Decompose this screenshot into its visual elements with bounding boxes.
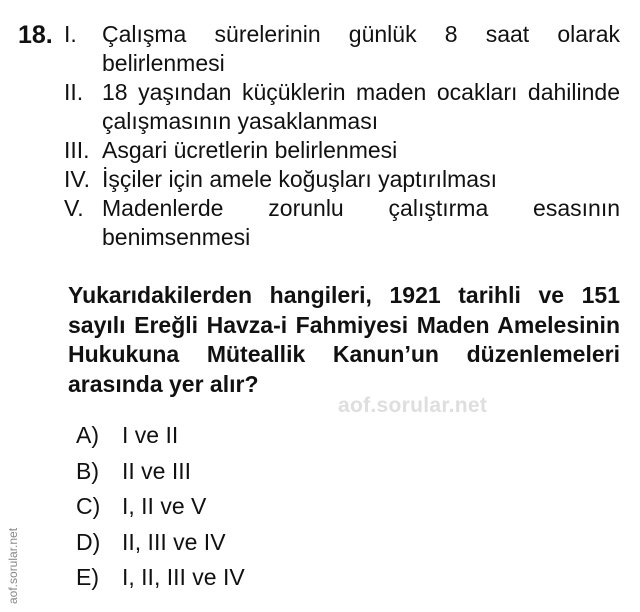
question-stem: Yukarıdakilerden hangileri, 1921 tarihli ve 151 sayılı Ereğli Havza-i Fahmiyesi Maden Amelesinin Hukukuna Müteallik Kanun’un düzenlemeleri arasında yer alır?: [68, 282, 620, 397]
side-watermark: aof.sorular.net: [6, 527, 20, 604]
statement-item: [64, 20, 620, 78]
option-letter: A): [76, 422, 99, 448]
statement-text: 18 yaşından küçüklerin maden ocakları dahilinde çalışmasının yasaklanması: [102, 79, 620, 134]
statement-text: Madenlerde zorunlu çalıştırma esasının benimsenmesi: [102, 195, 620, 250]
option-letter: B): [76, 457, 99, 484]
statement-numeral: V.: [64, 195, 84, 221]
option-text: II, III ve IV: [122, 528, 226, 555]
statement-item: [64, 194, 620, 252]
option-text: II ve III: [122, 457, 192, 484]
answer-option-e[interactable]: [76, 560, 245, 596]
answer-option-b[interactable]: [76, 454, 245, 490]
statement-list: [64, 20, 620, 252]
question-number: 18.: [18, 21, 53, 49]
answer-options: [76, 418, 245, 596]
statement-numeral: III.: [64, 137, 90, 163]
statement-item: [64, 165, 620, 194]
option-text: I ve II: [122, 422, 179, 448]
statement-numeral: IV.: [64, 166, 91, 192]
option-text: I, II, III ve IV: [122, 564, 245, 590]
statement-item: [64, 78, 620, 136]
statement-item: [64, 136, 620, 165]
answer-option-c[interactable]: [76, 489, 245, 525]
statement-text: Asgari ücretlerin belirlenmesi: [102, 137, 398, 163]
statement-text: İşçiler için amele koğuşları yaptırılması: [102, 166, 497, 192]
watermark: aof.sorular.net: [338, 394, 488, 417]
option-text: I, II ve V: [122, 493, 207, 519]
answer-option-d[interactable]: [76, 525, 245, 561]
option-letter: D): [76, 528, 101, 555]
statement-numeral: II.: [64, 79, 84, 105]
option-letter: C): [76, 493, 101, 519]
statement-numeral: I.: [64, 21, 77, 47]
statement-text: Çalışma sürelerinin günlük 8 saat olarak belirlenmesi: [102, 21, 620, 76]
option-letter: E): [76, 564, 99, 590]
answer-option-a[interactable]: [76, 418, 245, 454]
